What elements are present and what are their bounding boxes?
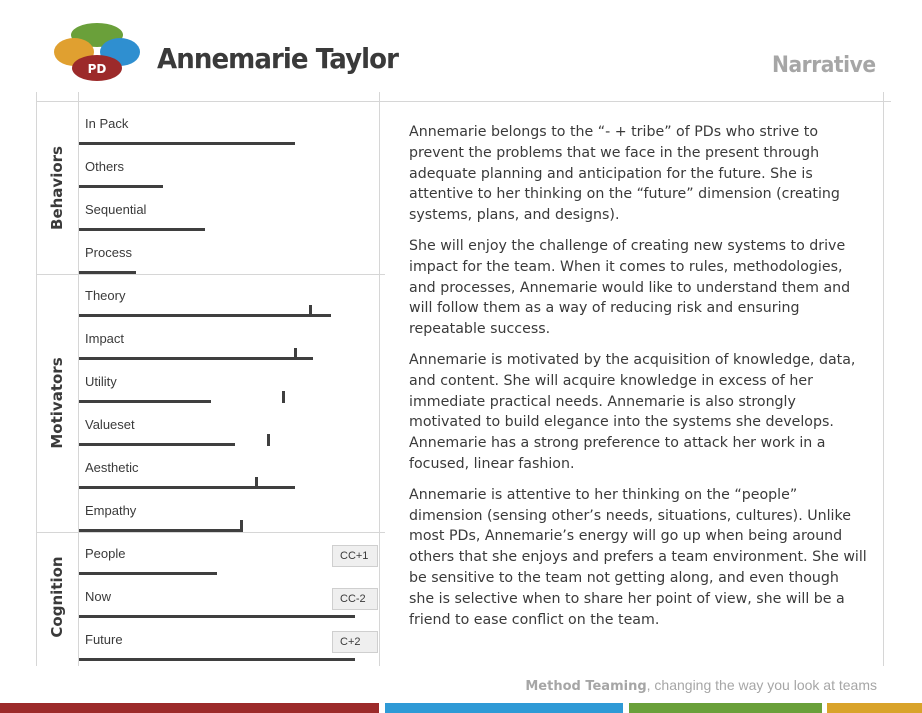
score-bar-process	[79, 271, 136, 274]
row-label-utility: Utility	[85, 374, 117, 389]
footer-brand: Method Teaming	[525, 679, 647, 694]
label-column-line	[78, 92, 79, 666]
score-bar-future	[79, 658, 355, 661]
behaviors-divider	[36, 274, 385, 275]
frame-top-line	[36, 101, 891, 102]
section-motivators: Motivators	[48, 357, 66, 449]
score-marker-valueset	[267, 434, 270, 446]
section-behaviors: Behaviors	[48, 146, 66, 230]
cc-badge-people: CC+1	[332, 545, 378, 567]
row-label-others: Others	[85, 159, 125, 174]
score-bar-valueset	[79, 443, 235, 446]
score-bar-now	[79, 615, 355, 618]
scores-right-line	[379, 92, 380, 666]
footer-stripe-red	[0, 703, 379, 713]
frame-right-line	[883, 92, 884, 666]
logo-text: PD	[87, 62, 107, 76]
frame-left-line	[36, 92, 37, 666]
footer-stripe-blue	[385, 703, 623, 713]
footer-slogan: , changing the way you look at teams	[646, 677, 877, 693]
row-label-people: People	[85, 546, 126, 561]
score-bar-empathy	[79, 529, 241, 532]
cc-badge-now: CC-2	[332, 588, 378, 610]
pd-logo	[54, 22, 140, 82]
row-label-now: Now	[85, 589, 112, 604]
score-bar-in-pack	[79, 142, 295, 145]
score-marker-theory	[309, 305, 312, 317]
narrative-paragraph-2: She will enjoy the challenge of creating new systems to drive impact for the team. When it comes to rules, methodologies, and processes, Annemarie would like to understand them and will follow them as a way of reducing risk and ensuring repeatable success.	[409, 237, 851, 338]
narrative-paragraph-3: Annemarie is motivated by the acquisition of knowledge, data, and content. She will acquire knowledge in excess of her immediate practical needs. Annemarie is also strongly motivated to build elegance into the systems she develops. Annemarie has a strong preference to attack her work in a focused, linear fashion.	[409, 351, 856, 472]
narrative-paragraph-1: Annemarie belongs to the “- + tribe” of PDs who strive to prevent the problems that we face in the present through adequate planning and anticipation for the future. She is attentive to her thinking on the “future” dimension (creating systems, plans, and designs).	[409, 124, 840, 224]
score-marker-aesthetic	[255, 477, 258, 489]
person-name: Annemarie Taylor	[157, 42, 399, 75]
narrative-text	[409, 122, 867, 640]
narrative-paragraph-4: Annemarie is attentive to her thinking on the “people” dimension (sensing other’s needs, situations, cultures). Unlike most PDs, Annemarie’s energy will go up when being around others that she enjoys and prefers a team environment. She will be sensitive to the team not getting along, and even though she is selective when to share her point of view, she will be a friend to ease conflict on the team.	[409, 486, 867, 628]
row-label-sequential: Sequential	[85, 202, 147, 217]
score-bar-aesthetic	[79, 486, 295, 489]
score-bar-people	[79, 572, 217, 575]
motivators-divider	[36, 532, 385, 533]
narrative-title: Narrative	[772, 53, 876, 78]
score-bar-sequential	[79, 228, 205, 231]
row-label-in-pack: In Pack	[85, 116, 129, 131]
score-marker-impact	[294, 348, 297, 360]
score-marker-empathy	[240, 520, 243, 532]
cc-badge-future: C+2	[332, 631, 378, 653]
score-bar-theory	[79, 314, 331, 317]
row-label-aesthetic: Aesthetic	[85, 460, 139, 475]
footer-tagline	[525, 677, 877, 694]
row-label-valueset: Valueset	[85, 417, 135, 432]
row-label-impact: Impact	[85, 331, 125, 346]
score-marker-utility	[282, 391, 285, 403]
footer-stripe-green	[629, 703, 822, 713]
row-label-process: Process	[85, 245, 132, 260]
footer-stripe-orange	[827, 703, 922, 713]
row-label-future: Future	[85, 632, 123, 647]
score-bar-utility	[79, 400, 211, 403]
section-cognition: Cognition	[48, 556, 66, 638]
row-label-empathy: Empathy	[85, 503, 137, 518]
score-bar-others	[79, 185, 163, 188]
row-label-theory: Theory	[85, 288, 126, 303]
score-bar-impact	[79, 357, 313, 360]
